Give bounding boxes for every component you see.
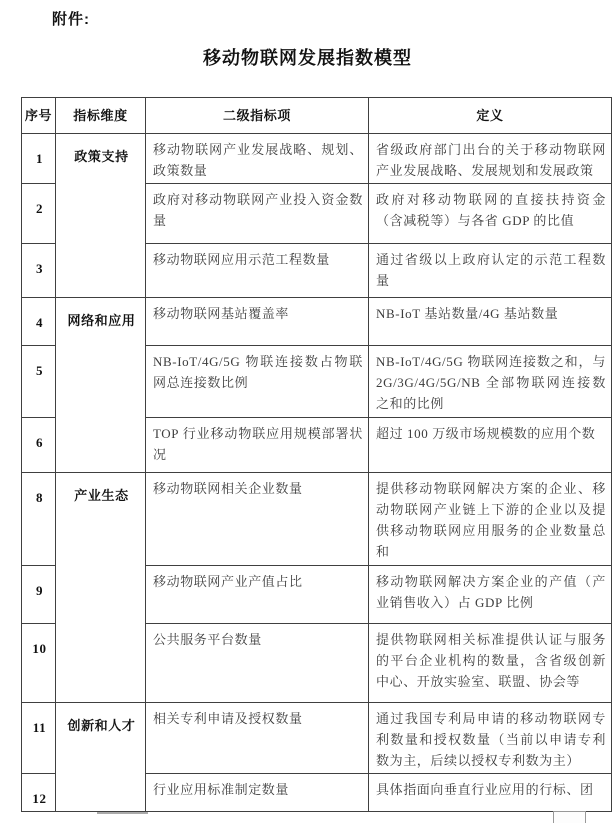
attachment-label: 附件:: [52, 11, 90, 28]
definition-cell: NB-IoT/4G/5G 物联网连接数之和，与 2G/3G/4G/5G/NB 全部物联网连接数之和的比例: [369, 346, 612, 418]
header-dimension: 指标维度: [56, 98, 146, 134]
definition-cell: 提供移动物联网解决方案的企业、移动物联网产业链上下游的企业以及提供移动物联网应用服务的企业数量总和: [369, 473, 612, 566]
table-row: [22, 134, 612, 184]
definition-cell: 具体指面向垂直行业应用的行标、团: [369, 774, 612, 812]
row-number-cell: 12: [22, 774, 56, 812]
indicator-cell: 移动物联网相关企业数量: [146, 473, 369, 566]
indicator-cell: 行业应用标准制定数量: [146, 774, 369, 812]
header-definition: 定义: [369, 98, 612, 134]
definition-cell: 提供物联网相关标准提供认证与服务的平台企业机构的数量，含省级创新中心、开放实验室、联盟、协会等: [369, 624, 612, 703]
definition-cell: 政府对移动物联网的直接扶持资金（含减税等）与各省 GDP 的比值: [369, 184, 612, 244]
indicator-cell: 移动物联网基站覆盖率: [146, 298, 369, 346]
definition-cell: 超过 100 万级市场规模数的应用个数: [369, 418, 612, 473]
indicator-cell: 移动物联网应用示范工程数量: [146, 244, 369, 298]
row-number-cell: 2: [22, 184, 56, 244]
indicator-cell: 公共服务平台数量: [146, 624, 369, 703]
dimension-cell: 产业生态: [56, 473, 146, 703]
page-cut-mark-left: [97, 812, 148, 814]
dimension-cell: 网络和应用: [56, 298, 146, 473]
indicator-cell: 政府对移动物联网产业投入资金数量: [146, 184, 369, 244]
indicator-table: [21, 97, 612, 812]
definition-cell: 省级政府部门出台的关于移动物联网产业发展战略、发展规划和发展政策: [369, 134, 612, 184]
document-title: 移动物联网发展指数模型: [203, 48, 412, 68]
row-number-cell: 5: [22, 346, 56, 418]
dimension-cell: 政策支持: [56, 134, 146, 298]
row-number-cell: 11: [22, 703, 56, 774]
table-header-row: [22, 98, 612, 134]
definition-cell: 通过省级以上政府认定的示范工程数量: [369, 244, 612, 298]
row-number-cell: 10: [22, 624, 56, 703]
row-number-cell: 8: [22, 473, 56, 566]
definition-cell: 移动物联网解决方案企业的产值（产业销售收入）占 GDP 比例: [369, 566, 612, 624]
header-no: 序号: [22, 98, 56, 134]
row-number-cell: 1: [22, 134, 56, 184]
indicator-cell: 移动物联网产业产值占比: [146, 566, 369, 624]
row-number-cell: 9: [22, 566, 56, 624]
dimension-cell: 创新和人才: [56, 703, 146, 812]
header-indicator: 二级指标项: [146, 98, 369, 134]
indicator-cell: TOP 行业移动物联应用规模部署状况: [146, 418, 369, 473]
definition-cell: NB-IoT 基站数量/4G 基站数量: [369, 298, 612, 346]
definition-cell: 通过我国专利局申请的移动物联网专利数量和授权数量（当前以申请专利数为主，后续以授权专利数为主）: [369, 703, 612, 774]
table-row: [22, 298, 612, 346]
table-row: [22, 703, 612, 774]
indicator-cell: NB-IoT/4G/5G 物联连接数占物联网总连接数比例: [146, 346, 369, 418]
row-number-cell: 6: [22, 418, 56, 473]
indicator-cell: 移动物联网产业发展战略、规划、政策数量: [146, 134, 369, 184]
page-cut-mark-right: [553, 811, 586, 823]
row-number-cell: 3: [22, 244, 56, 298]
row-number-cell: 4: [22, 298, 56, 346]
indicator-cell: 相关专利申请及授权数量: [146, 703, 369, 774]
table-row: [22, 473, 612, 566]
